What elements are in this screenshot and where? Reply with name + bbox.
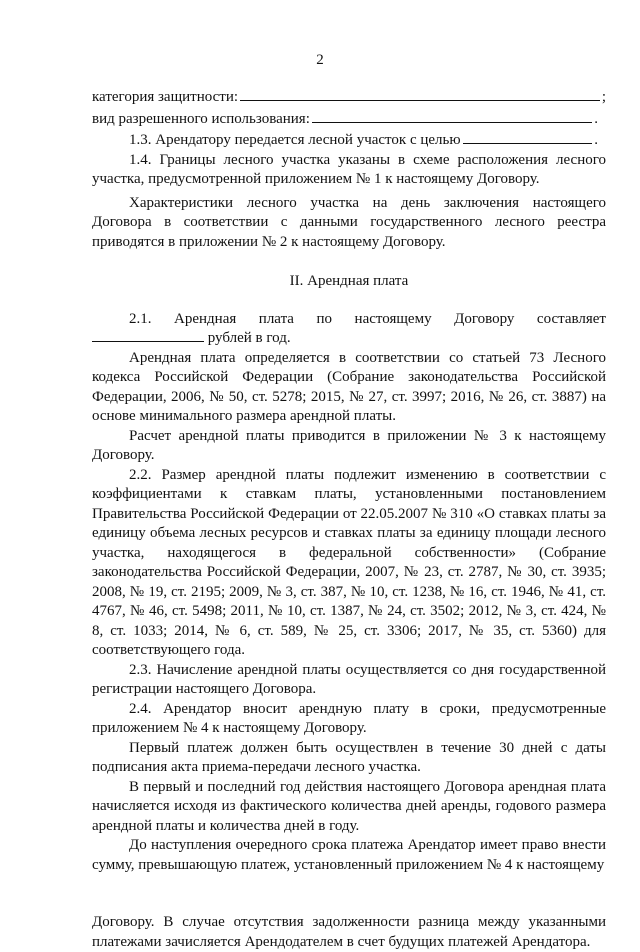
clause-1-3-text: 1.3. Арендатору передается лесной участок с целью [129,132,461,148]
clause-2-3: 2.3. Начисление арендной платы осуществляется со дня государственной регистрации настоящего Договора. [92,661,606,697]
permitted-use-blank[interactable] [312,108,592,123]
clause-2-2: 2.2. Размер арендной платы подлежит изменению в соответствии с коэффициентами к ставкам платы, установленными постановлением Правительства Российской Федерации от 22.05.2007 № 310 «О ставках платы за единицу объема лесных ресурсов и ставках платы за единицу площади лесного участка, находящегося в федеральной собственности» (Собрание законодательства Российской Федерации, 2007, № 23, ст. 2787, № 30, ст. 3935; 2008, № 19, ст. 2195; 2009, № 3, ст. 387, № 10, ст. 1238, № 16, ст. 1946, № 41, ст. 4767, № 46, ст. 5498; 2011, № 10, ст. 1387, № 24, ст. 3502; 2012, № 3, ст. 424, № 8, ст. 1033; 2014, № 6, ст. 589, № 25, ст. 3306; 2017, № 35, ст. 5360) для соответствующего года. [92,466,606,658]
page-number: 2 [316,52,324,68]
protection-category-end: ; [601,89,606,105]
document-body [92,86,606,952]
clause-2-4: 2.4. Арендатор вносит арендную плату в сроки, предусмотренные приложением № 4 к настоящему Договору. [92,700,606,736]
first-payment-paragraph: Первый платеж должен быть осуществлен в течение 30 дней с даты подписания акта приема-передачи лесного участка. [92,739,606,775]
clause-1-4: 1.4. Границы лесного участка указаны в схеме расположения лесного участка, предусмотренной приложением № 1 к настоящему Договору. [92,151,606,187]
first-last-year-paragraph: В первый и последний год действия настоящего Договора арендная плата начисляется исходя из фактического количества дней аренды, годового размера арендной платы и количества дней в году. [92,778,606,834]
permitted-use-line [92,108,598,130]
clause-1-3 [92,129,598,151]
section-title: II. Арендная плата [289,273,409,289]
protection-category-blank[interactable] [240,86,600,101]
clause-2-1-tail-line [92,329,606,349]
protection-category-line [92,86,606,108]
rent-amount-blank[interactable] [92,329,204,342]
clause-2-1-tail: рублей в год. [207,330,291,346]
clause-1-3-blank[interactable] [463,129,593,144]
rent-basis-paragraph: Арендная плата определяется в соответствии со статьей 73 Лесного кодекса Российской Федерации (Собрание законодательства Российской Федерации, 2006, № 50, ст. 5278; 2015, № 27, ст. 3997; 2016, № 26, ст. 3887) на основе минимального размера арендной платы. [92,349,606,424]
rent-calc-paragraph: Расчет арендной платы приводится в приложении № 3 к настоящему Договору. [92,427,606,463]
permitted-use-end: . [594,110,598,127]
characteristics-paragraph: Характеристики лесного участка на день заключения настоящего Договора в соответствии с данными государственного лесного реестра приводятся в приложении № 2 к настоящему Договору. [92,194,606,250]
overpayment-paragraph-end: Договору. В случае отсутствия задолженности разница между указанными платежами зачисляется Арендодателем в счет будущих платежей Арендатора. [92,914,606,950]
protection-category-label: категория защитности: [92,89,239,105]
permitted-use-label: вид разрешенного использования: [92,110,310,127]
clause-2-1-text: 2.1. Арендная плата по настоящему Договору составляет [129,310,606,327]
overpayment-paragraph-start: До наступления очередного срока платежа Арендатор имеет право внести сумму, превышающую платеж, установленный приложением № 4 к настоящему [92,837,606,873]
clause-2-1-line [92,310,606,330]
clause-1-3-end: . [594,132,598,148]
